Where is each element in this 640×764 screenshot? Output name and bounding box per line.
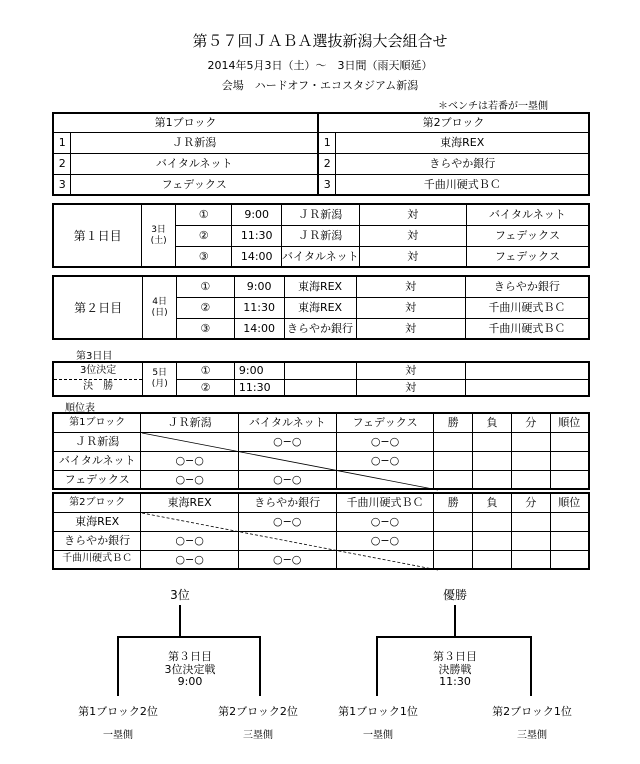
- standings-row-team: 東海REX: [53, 512, 141, 531]
- game-time: 9:00: [234, 362, 284, 379]
- game-team1: [284, 379, 356, 396]
- third-right-team: 第2ブロック2位: [218, 705, 298, 718]
- day1-label: 第１日目: [53, 204, 142, 267]
- day2-table: [52, 275, 590, 340]
- final-right-side: 三塁側: [517, 730, 547, 741]
- round-label: 3位決定: [53, 362, 143, 379]
- standings-col-rank: 順位: [550, 493, 589, 512]
- block2-team-name: きらやか銀行: [336, 153, 589, 174]
- game-no: ③: [175, 246, 232, 267]
- standings-cell: ○−○: [141, 550, 239, 569]
- standings-col-team: フェデックス: [336, 413, 434, 432]
- game-team1: バイタルネット: [281, 246, 359, 267]
- day3-table: [52, 361, 590, 397]
- game-no: ②: [177, 379, 235, 396]
- day2-date: 4日 (日): [143, 276, 177, 339]
- final-left-team: 第1ブロック1位: [338, 705, 418, 718]
- game-team2: フェデックス: [466, 225, 589, 246]
- block1-team-name: バイタルネット: [71, 153, 318, 174]
- third-right-side: 三塁側: [243, 730, 273, 741]
- standings-row-team: フェデックス: [53, 470, 141, 489]
- standings-cell: ○−○: [238, 432, 336, 451]
- standings-col-team: ＪＲ新潟: [141, 413, 238, 432]
- game-team1: きらやか銀行: [284, 318, 356, 339]
- block2-team-name: 千曲川硬式ＢＣ: [336, 174, 589, 195]
- standings-cell: ○−○: [336, 531, 434, 550]
- third-bracket-bar: [117, 636, 261, 638]
- game-time: 9:00: [232, 204, 282, 225]
- game-no: ②: [177, 297, 235, 318]
- game-time: 14:00: [232, 246, 282, 267]
- game-time: 9:00: [234, 276, 284, 297]
- final-bracket-bar: [376, 636, 532, 638]
- final-title: 優勝: [442, 588, 467, 602]
- standings-col-losses: 負: [473, 413, 512, 432]
- game-team1: 東海REX: [284, 297, 356, 318]
- game-no: ③: [177, 318, 235, 339]
- standings-row-team: きらやか銀行: [53, 531, 141, 550]
- game-team2: 千曲川硬式ＢＣ: [465, 297, 589, 318]
- block1-team-name: フェデックス: [71, 174, 318, 195]
- block1-team-num: 1: [53, 132, 71, 153]
- game-team1: [284, 362, 356, 379]
- game-no: ①: [177, 276, 235, 297]
- game-vs: 対: [356, 276, 465, 297]
- bench-note: ＊ベンチは若番が一塁側: [438, 101, 548, 112]
- standings-col-wins: 勝: [434, 493, 473, 512]
- block2-team-num: 3: [318, 174, 336, 195]
- standings-label: 順位表: [65, 403, 95, 414]
- standings-cell: ○−○: [238, 512, 336, 531]
- block2-team-num: 1: [318, 132, 336, 153]
- day1-table: [52, 203, 590, 268]
- day3-label: 第3日目: [76, 351, 113, 362]
- standings-diagonal-block2: [52, 492, 592, 572]
- game-team1: 東海REX: [284, 276, 356, 297]
- standings-col-team: 千曲川硬式ＢＣ: [336, 493, 434, 512]
- standings-cell: ○−○: [336, 432, 434, 451]
- final-left-side: 一塁側: [363, 730, 393, 741]
- game-team2: バイタルネット: [466, 204, 589, 225]
- game-vs: 対: [359, 225, 466, 246]
- standings-cell: ○−○: [141, 451, 238, 470]
- block1-title: 第1ブロック: [53, 113, 318, 132]
- standings-col-draws: 分: [511, 413, 550, 432]
- dates-line: 2014年5月3日（土）～ 3日間（雨天順延）: [207, 59, 433, 72]
- game-vs: 対: [356, 318, 465, 339]
- day1-date: 3日 (土): [142, 204, 176, 267]
- standings-block2: [52, 492, 592, 572]
- block2-team-num: 2: [318, 153, 336, 174]
- game-team2: 千曲川硬式ＢＣ: [465, 318, 589, 339]
- game-no: ①: [177, 362, 235, 379]
- third-place-title: 3位: [170, 588, 190, 602]
- game-team1: ＪＲ新潟: [281, 204, 359, 225]
- game-team2: [466, 379, 589, 396]
- block1-team-name: ＪＲ新潟: [71, 132, 318, 153]
- third-bracket-left: [117, 636, 119, 696]
- game-time: 11:30: [232, 225, 282, 246]
- game-time: 11:30: [234, 297, 284, 318]
- standings-cell: ○−○: [238, 550, 336, 569]
- standings-col-team: きらやか銀行: [238, 493, 336, 512]
- standings-corner: 第1ブロック: [53, 413, 141, 432]
- game-team2: [466, 362, 589, 379]
- standings-row-team: 千曲川硬式ＢＣ: [53, 550, 141, 569]
- game-time: 14:00: [234, 318, 284, 339]
- final-bracket-stem: [454, 605, 456, 637]
- final-bracket-left: [376, 636, 378, 696]
- game-time: 11:30: [234, 379, 284, 396]
- game-vs: 対: [359, 204, 466, 225]
- block1-team-num: 3: [53, 174, 71, 195]
- standings-cell: ○−○: [336, 512, 434, 531]
- block2-title: 第2ブロック: [318, 113, 589, 132]
- standings-cell: ○−○: [336, 451, 434, 470]
- standings-col-team: 東海REX: [141, 493, 239, 512]
- final-right-team: 第2ブロック1位: [492, 705, 572, 718]
- final-bracket-right: [530, 636, 532, 696]
- game-team1: ＪＲ新潟: [281, 225, 359, 246]
- standings-cell: ○−○: [238, 470, 336, 489]
- standings-cell: ○−○: [141, 531, 239, 550]
- third-bracket-stem: [179, 605, 181, 637]
- final-game-info: 第３日目 決勝戦 11:30: [433, 650, 477, 689]
- third-left-side: 一塁側: [103, 730, 133, 741]
- standings-diagonal-block1: [52, 412, 592, 492]
- venue-line: 会場 ハードオフ・エコスタジアム新潟: [221, 79, 419, 92]
- page-title: 第５７回ＪＡＢＡ選抜新潟大会組合せ: [192, 32, 448, 50]
- third-game-info: 第３日目 3位決定戦 9:00: [164, 650, 216, 689]
- day3-date: 5日 (月): [143, 362, 177, 396]
- game-no: ②: [175, 225, 232, 246]
- day2-label: 第２日目: [53, 276, 143, 339]
- game-no: ①: [175, 204, 232, 225]
- standings-col-losses: 負: [473, 493, 512, 512]
- third-left-team: 第1ブロック2位: [78, 705, 158, 718]
- blocks-table: [52, 112, 590, 196]
- block2-team-name: 東海REX: [336, 132, 589, 153]
- standings-col-draws: 分: [511, 493, 550, 512]
- block1-team-num: 2: [53, 153, 71, 174]
- game-vs: 対: [356, 362, 466, 379]
- standings-row-team: バイタルネット: [53, 451, 141, 470]
- game-vs: 対: [359, 246, 466, 267]
- standings-cell: ○−○: [141, 470, 238, 489]
- standings-col-wins: 勝: [434, 413, 473, 432]
- standings-row-team: ＪＲ新潟: [53, 432, 141, 451]
- game-team2: フェデックス: [466, 246, 589, 267]
- standings-block1: [52, 412, 592, 492]
- standings-col-team: バイタルネット: [238, 413, 336, 432]
- game-vs: 対: [356, 379, 466, 396]
- round-label: 決 勝: [53, 379, 143, 396]
- standings-corner: 第2ブロック: [53, 493, 141, 512]
- standings-col-rank: 順位: [550, 413, 589, 432]
- game-team2: きらやか銀行: [465, 276, 589, 297]
- game-vs: 対: [356, 297, 465, 318]
